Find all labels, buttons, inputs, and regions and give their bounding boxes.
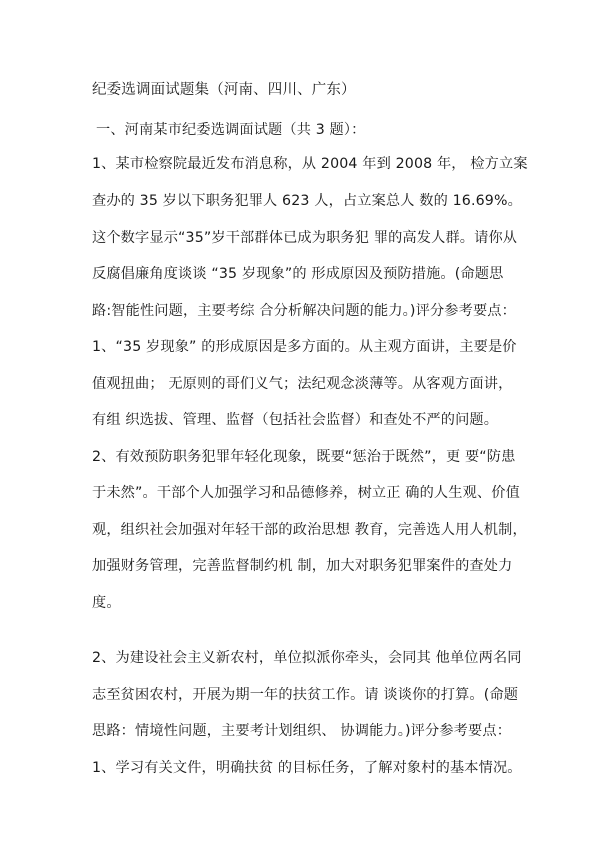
body-line-2: 查办的 35 岁以下职务犯罪人 623 人，占立案总人 数的 16.69%。 bbox=[92, 193, 522, 209]
body-line-11: 观，组织社会加强对年轻干部的政治思想 教育，完善选人用人机制， bbox=[92, 522, 527, 538]
body-line-9: 2、有效预防职务犯罪年轻化现象，既要“惩治于既然”，更 要“防患 bbox=[92, 449, 516, 465]
section-heading: 一、河南某市纪委选调面试题（共 3 题）： bbox=[96, 122, 366, 138]
body-line-13: 度。 bbox=[92, 595, 121, 611]
document-title: 纪委选调面试题集（河南、四川、广东） bbox=[92, 82, 356, 98]
body-line-5: 路:智能性问题，主要考综 合分析解决问题的能力。)评分参考要点： bbox=[92, 303, 516, 319]
body-line-15: 志至贫困农村，开展为期一年的扶贫工作。请 谈谈你的打算。(命题 bbox=[92, 687, 519, 703]
body-line-17: 1、学习有关文件，明确扶贫 的目标任务，了解对象村的基本情况。 bbox=[92, 760, 522, 776]
body-line-16: 思路：情境性问题，主要考计划组织、 协调能力。)评分参考要点： bbox=[92, 723, 512, 739]
body-line-8: 有组 织选拔、管理、监督（包括社会监督）和查处不严的问题。 bbox=[92, 412, 499, 428]
body-line-7: 值观扭曲； 无原则的哥们义气；法纪观念淡薄等。从客观方面讲， bbox=[92, 376, 513, 392]
body-line-1: 1、某市检察院最近发布消息称，从 2004 年到 2008 年， 检方立案 bbox=[92, 156, 528, 172]
body-line-14: 2、为建设社会主义新农村，单位拟派你牵头，会同其 他单位两名同 bbox=[92, 650, 522, 666]
body-line-10: 于未然”。干部个人加强学习和品德修养，树立正 确的人生观、价值 bbox=[92, 485, 520, 501]
body-line-4: 反腐倡廉角度谈谈 “35 岁现象”的 形成原因及预防措施。(命题思 bbox=[92, 266, 504, 282]
body-line-6: 1、“35 岁现象” 的形成原因是多方面的。从主观方面讲，主要是价 bbox=[92, 339, 517, 355]
body-line-12: 加强财务管理，完善监督制约机 制，加大对职务犯罪案件的查处力 bbox=[92, 558, 513, 574]
body-line-3: 这个数字显示“35”岁干部群体已成为职务犯 罪的高发人群。请你从 bbox=[92, 230, 518, 246]
